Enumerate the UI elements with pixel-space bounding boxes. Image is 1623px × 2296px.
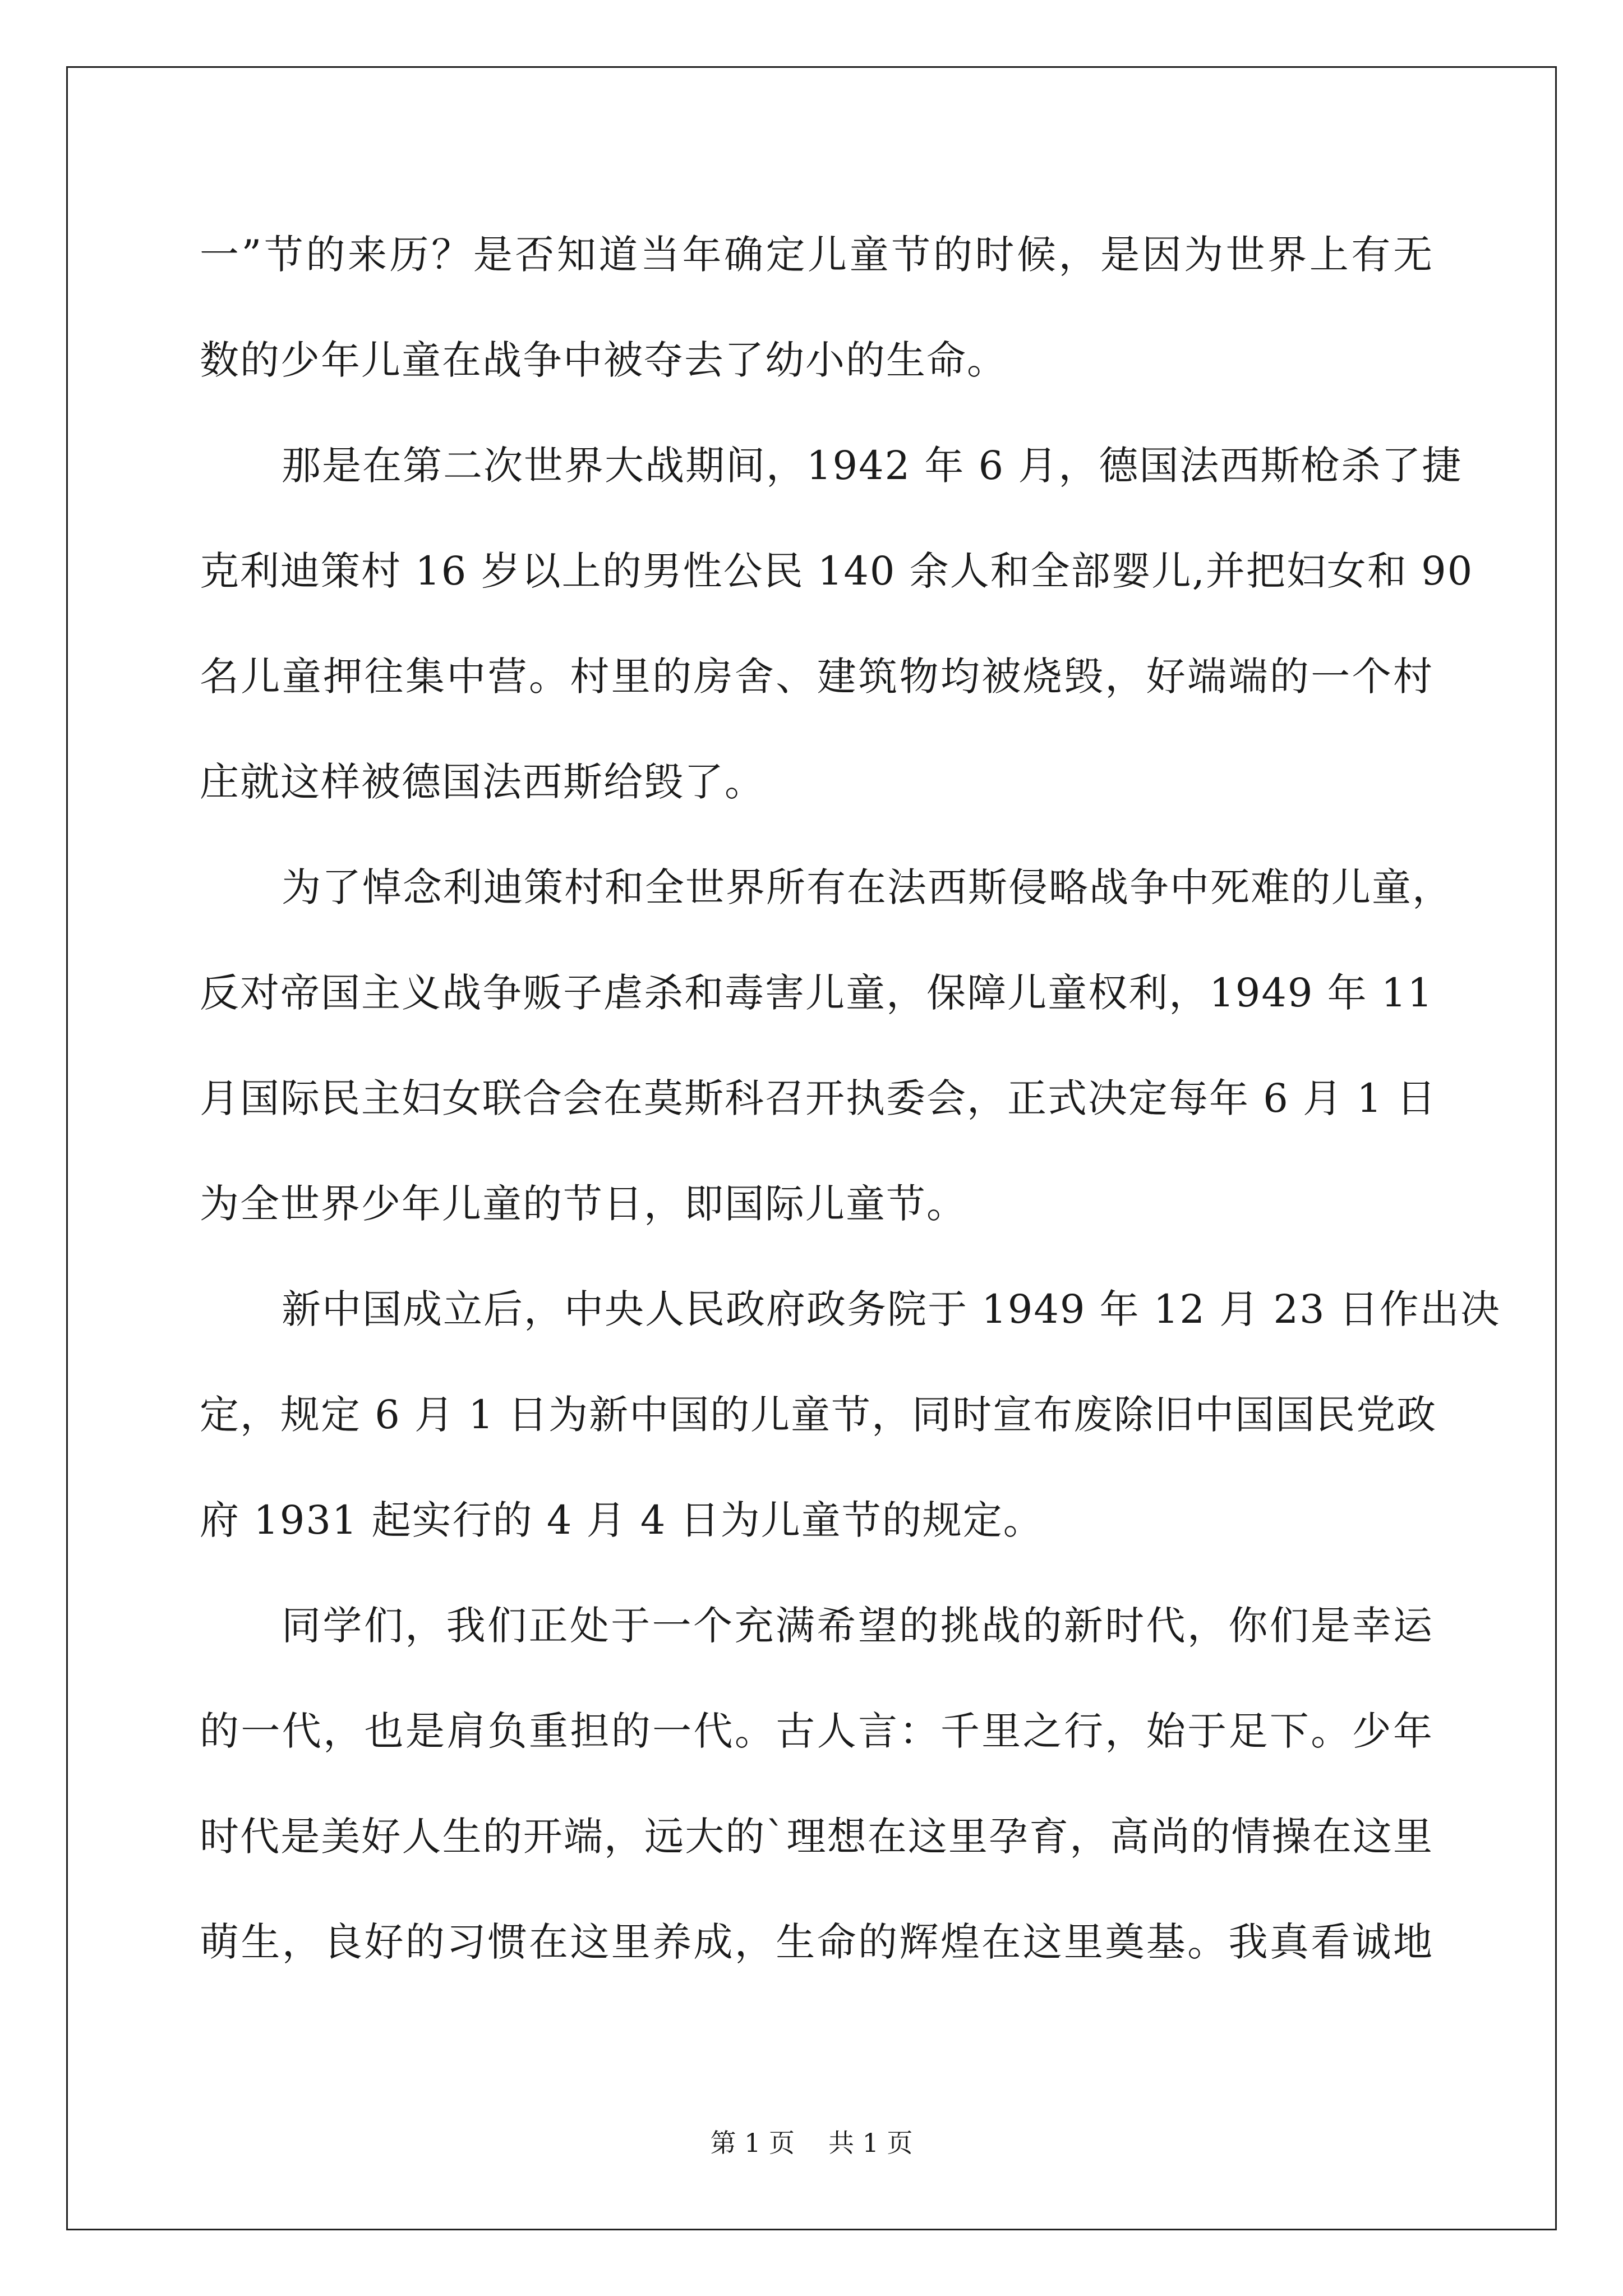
page-total: 共 1 页: [828, 2128, 913, 2158]
text-line: 为了悼念利迪策村和全世界所有在法西斯侵略战争中死难的儿童，: [282, 864, 1453, 910]
text-line: 克利迪策村 16 岁以上的男性公民 140 余人和全部婴儿,并把妇女和 90: [200, 548, 1474, 594]
document-body: [200, 202, 1501, 1995]
text-line: 府 1931 起实行的 4 月 4 日为儿童节的规定。: [200, 1497, 1044, 1543]
text-line: 一”节的来历？是否知道当年确定儿童节的时候，是因为世界上有无: [200, 232, 1433, 278]
page-number: 第 1 页: [710, 2128, 795, 2158]
text-line: 月国际民主妇女联合会在莫斯科召开执委会，正式决定每年 6 月 1 日: [200, 1075, 1437, 1121]
text-line: 新中国成立后，中央人民政府政务院于 1949 年 12 月 23 日作出决: [282, 1286, 1501, 1332]
text-line: 为全世界少年儿童的节日，即国际儿童节。: [200, 1181, 967, 1227]
text-line: 名儿童押往集中营。村里的房舍、建筑物均被烧毁，好端端的一个村: [200, 654, 1433, 700]
text-line: 萌生，良好的习惯在这里养成，生命的辉煌在这里奠基。我真看诚地: [200, 1919, 1433, 1965]
text-line: 定，规定 6 月 1 日为新中国的儿童节，同时宣布废除旧中国国民党政: [200, 1392, 1437, 1438]
text-line: 反对帝国主义战争贩子虐杀和毒害儿童，保障儿童权利，1949 年 11: [200, 970, 1433, 1016]
text-line: 数的少年儿童在战争中被夺去了幼小的生命。: [200, 337, 1007, 383]
text-line: 同学们，我们正处于一个充满希望的挑战的新时代，你们是幸运: [282, 1603, 1433, 1649]
page-footer: [0, 2126, 1623, 2160]
text-line: 的一代，也是肩负重担的一代。古人言：千里之行，始于足下。少年: [200, 1708, 1433, 1754]
text-line: 时代是美好人生的开端，远大的`理想在这里孕育，高尚的情操在这里: [200, 1814, 1433, 1860]
text-line: 庄就这样被德国法西斯给毁了。: [200, 759, 765, 805]
text-line: 那是在第二次世界大战期间，1942 年 6 月，德国法西斯枪杀了捷: [282, 443, 1463, 489]
